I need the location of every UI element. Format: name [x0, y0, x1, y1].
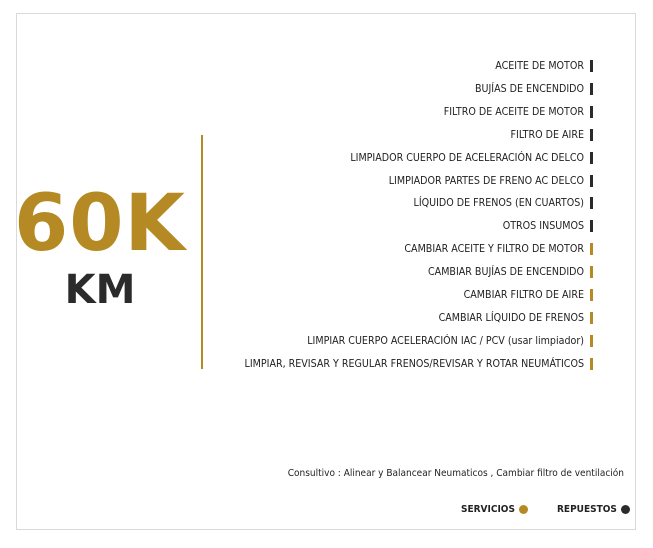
list-item-label: LIMPIADOR CUERPO DE ACELERACIÓN AC DELCO	[350, 151, 584, 164]
servicio-marker-icon	[590, 312, 593, 324]
repuestos-dot-icon	[621, 505, 630, 514]
servicio-marker-icon	[590, 243, 593, 255]
list-item	[503, 218, 593, 234]
list-item-label: LÍQUIDO DE FRENOS (EN CUARTOS)	[413, 197, 584, 210]
servicio-marker-icon	[590, 358, 593, 370]
repuesto-marker-icon	[590, 83, 593, 95]
list-item	[511, 127, 593, 143]
list-item	[414, 195, 593, 211]
legend-servicios	[461, 504, 528, 515]
list-item-label: CAMBIAR BUJÍAS DE ENCENDIDO	[428, 266, 584, 279]
repuesto-marker-icon	[590, 129, 593, 141]
list-item-label: CAMBIAR FILTRO DE AIRE	[463, 289, 584, 301]
vertical-divider	[201, 135, 203, 369]
list-item	[307, 333, 593, 349]
list-item-label: LIMPIAR, REVISAR Y REGULAR FRENOS/REVISAR Y ROTAR NEUMÁTICOS	[244, 357, 584, 370]
repuesto-marker-icon	[590, 175, 593, 187]
repuesto-marker-icon	[590, 106, 593, 118]
servicio-marker-icon	[590, 289, 593, 301]
list-item-label: LIMPIAR CUERPO ACELERACIÓN IAC / PCV (usar limpiador)	[307, 334, 584, 347]
mileage-value: 60K	[14, 179, 186, 269]
list-item	[245, 356, 593, 372]
list-item-label: BUJÍAS DE ENCENDIDO	[474, 82, 584, 95]
list-item	[464, 287, 593, 303]
list-item-label: FILTRO DE AIRE	[510, 128, 584, 141]
repuesto-marker-icon	[590, 152, 593, 164]
list-item	[404, 241, 593, 257]
list-item-label: LIMPIADOR PARTES DE FRENO AC DELCO	[388, 174, 584, 187]
servicios-dot-icon	[519, 505, 528, 514]
list-item	[428, 264, 593, 280]
servicio-marker-icon	[590, 266, 593, 278]
list-item	[350, 150, 593, 166]
list-item	[439, 310, 593, 326]
advisory-note: Consultivo : Alinear y Balancear Neumaticos , Cambiar filtro de ventilación	[287, 468, 624, 479]
repuesto-marker-icon	[590, 60, 593, 72]
list-item-label: OTROS INSUMOS	[502, 220, 584, 233]
legend-servicios-label: SERVICIOS	[461, 504, 515, 515]
list-item	[389, 173, 593, 189]
list-item	[444, 104, 593, 120]
mileage-unit: KM	[64, 267, 136, 313]
repuesto-marker-icon	[590, 220, 593, 232]
legend-repuestos-label: REPUESTOS	[557, 504, 617, 515]
legend-repuestos	[557, 504, 630, 515]
repuesto-marker-icon	[590, 197, 593, 209]
list-item-label: CAMBIAR ACEITE Y FILTRO DE MOTOR	[404, 243, 584, 256]
list-item-label: CAMBIAR LÍQUIDO DE FRENOS	[438, 311, 584, 324]
list-item	[475, 81, 593, 97]
servicio-marker-icon	[590, 335, 593, 347]
list-item-label: FILTRO DE ACEITE DE MOTOR	[443, 105, 584, 118]
list-item-label: ACEITE DE MOTOR	[495, 60, 584, 72]
list-item	[495, 58, 593, 74]
